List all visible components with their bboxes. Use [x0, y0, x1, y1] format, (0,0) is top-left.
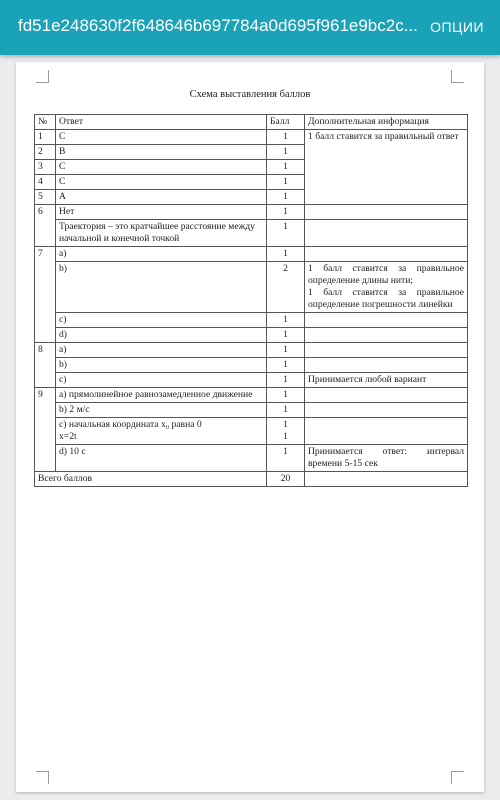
answer-cell: Нет [56, 205, 267, 220]
info-cell [305, 220, 468, 247]
points-cell: 1 [267, 313, 305, 328]
info-cell: 1 балл ставится за правильный ответ [305, 130, 468, 205]
total-label: Всего баллов [35, 472, 267, 487]
points-cell: 1 [267, 445, 305, 472]
page-corner-mark [451, 70, 464, 83]
question-number: 5 [35, 190, 56, 205]
table-row [35, 358, 468, 373]
header-number: № [35, 115, 56, 130]
points-cell: 1 [267, 373, 305, 388]
points-line: 1 [283, 419, 288, 430]
table-row [35, 445, 468, 472]
points-cell [267, 418, 305, 445]
answer-cell: Траектория – это кратчайшее расстояние между начальной и конечной точкой [56, 220, 267, 247]
answer-cell: d) 10 с [56, 445, 267, 472]
question-number: 6 [35, 205, 56, 247]
points-cell: 1 [267, 388, 305, 403]
info-cell [305, 418, 468, 445]
info-cell [305, 328, 468, 343]
document-title: Схема выставления баллов [189, 89, 311, 100]
info-cell [305, 262, 468, 313]
answer-cell: d) [56, 328, 267, 343]
scoring-table [34, 114, 468, 487]
answer-cell: A [56, 190, 267, 205]
table-row [35, 343, 468, 358]
table-row [35, 205, 468, 220]
answer-cell: c) [56, 313, 267, 328]
answer-line: x=2t [59, 431, 77, 442]
page-corner-mark [36, 771, 49, 784]
info-line: 1 балл ставится за правильное определение погрешности линейки [308, 287, 464, 310]
info-cell: Принимается ответ: интервал времени 5-15 сек [305, 445, 468, 472]
answer-cell: c) [56, 373, 267, 388]
document-filename-title: fd51e248630f2f648646b697784a0d695f961e9bc2c... [18, 16, 418, 35]
points-cell: 1 [267, 190, 305, 205]
question-number: 8 [35, 343, 56, 388]
table-row [35, 220, 468, 247]
answer-cell: b) [56, 358, 267, 373]
answer-cell: a) [56, 343, 267, 358]
table-row [35, 130, 468, 145]
answer-cell: b) [56, 262, 267, 313]
table-row [35, 313, 468, 328]
points-cell: 1 [267, 130, 305, 145]
points-line: 1 [283, 431, 288, 442]
answer-line: c) начальная координата x₀ равна 0 [59, 419, 202, 430]
total-row [35, 472, 468, 487]
app-bar [0, 0, 500, 55]
info-cell [305, 403, 468, 418]
question-number: 1 [35, 130, 56, 145]
header-answer: Ответ [56, 115, 267, 130]
question-number: 2 [35, 145, 56, 160]
points-cell: 1 [267, 160, 305, 175]
answer-cell [56, 418, 267, 445]
answer-cell: B [56, 145, 267, 160]
total-value: 20 [267, 472, 305, 487]
table-row [35, 418, 468, 445]
page-corner-mark [36, 70, 49, 83]
points-cell: 1 [267, 175, 305, 190]
points-cell: 2 [267, 262, 305, 313]
points-cell: 1 [267, 358, 305, 373]
document-page [16, 62, 484, 792]
info-cell [305, 358, 468, 373]
table-row [35, 262, 468, 313]
points-cell: 1 [267, 328, 305, 343]
answer-cell: a) прямолинейное равнозамедленное движение [56, 388, 267, 403]
info-line: 1 балл ставится за правильное определение длины нити; [308, 263, 464, 286]
table-header-row [35, 115, 468, 130]
answer-cell: C [56, 130, 267, 145]
question-number: 7 [35, 247, 56, 343]
points-cell: 1 [267, 247, 305, 262]
table-row [35, 388, 468, 403]
info-cell [305, 343, 468, 358]
question-number: 9 [35, 388, 56, 472]
points-cell: 1 [267, 403, 305, 418]
table-row [35, 403, 468, 418]
table-row [35, 247, 468, 262]
answer-cell: C [56, 175, 267, 190]
points-cell: 1 [267, 145, 305, 160]
points-cell: 1 [267, 343, 305, 358]
info-cell [305, 388, 468, 403]
points-cell: 1 [267, 220, 305, 247]
options-button[interactable]: ОПЦИИ [430, 19, 484, 35]
header-points: Балл [267, 115, 305, 130]
info-cell [305, 472, 468, 487]
table-row [35, 373, 468, 388]
question-number: 3 [35, 160, 56, 175]
info-cell [305, 205, 468, 220]
table-row [35, 328, 468, 343]
points-cell: 1 [267, 205, 305, 220]
question-number: 4 [35, 175, 56, 190]
page-corner-mark [451, 771, 464, 784]
answer-cell: C [56, 160, 267, 175]
header-info: Дополнительная информация [305, 115, 468, 130]
info-cell [305, 247, 468, 262]
info-cell [305, 313, 468, 328]
answer-cell: b) 2 м/с [56, 403, 267, 418]
info-cell: Принимается любой вариант [305, 373, 468, 388]
answer-cell: a) [56, 247, 267, 262]
